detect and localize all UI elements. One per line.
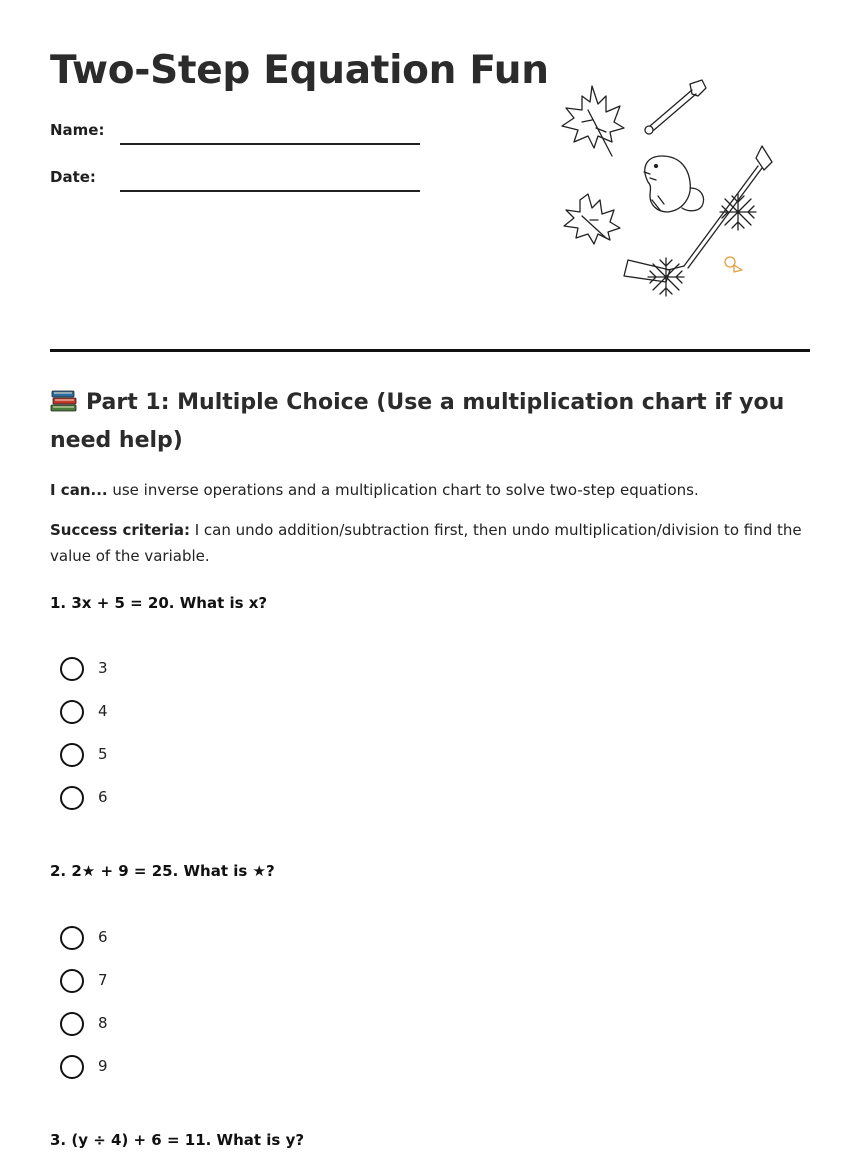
- radio-button[interactable]: [60, 743, 84, 767]
- name-label: Name:: [50, 121, 105, 139]
- success-text: I can undo addition/subtraction first, then undo multiplication/division to find the value of the variable.: [50, 521, 802, 565]
- option-label: 5: [98, 745, 108, 763]
- radio-button[interactable]: [60, 786, 84, 810]
- date-field[interactable]: [50, 162, 420, 192]
- answer-option[interactable]: [60, 1055, 360, 1098]
- option-label: 3: [98, 659, 108, 677]
- question-1-options: [60, 657, 360, 829]
- section-title-text: Part 1: Multiple Choice (Use a multiplication chart if you need help): [50, 390, 785, 453]
- snowflake-icon: [720, 194, 756, 230]
- name-field[interactable]: [50, 115, 420, 145]
- question-3: 3. (y ÷ 4) + 6 = 11. What is y?: [50, 1131, 305, 1149]
- answer-option[interactable]: [60, 700, 360, 743]
- radio-button[interactable]: [60, 1055, 84, 1079]
- ice-cream-icon: [725, 257, 742, 272]
- answer-option[interactable]: [60, 1012, 360, 1055]
- date-line[interactable]: [120, 190, 420, 192]
- option-label: 6: [98, 928, 108, 946]
- option-label: 9: [98, 1057, 108, 1075]
- option-label: 6: [98, 788, 108, 806]
- answer-option[interactable]: [60, 657, 360, 700]
- answer-option[interactable]: [60, 969, 360, 1012]
- hockey-stick-icon: [645, 80, 706, 134]
- maple-leaf-icon: [564, 194, 620, 244]
- radio-button[interactable]: [60, 969, 84, 993]
- i-can-statement: [50, 477, 810, 503]
- books-icon: [50, 387, 78, 413]
- question-1: 1. 3x + 5 = 20. What is x?: [50, 594, 268, 612]
- canada-clipart: [552, 70, 792, 310]
- option-label: 4: [98, 702, 108, 720]
- option-label: 7: [98, 971, 108, 989]
- snowflake-icon: [648, 258, 684, 296]
- success-label: Success criteria:: [50, 521, 190, 539]
- worksheet-title: Two-Step Equation Fun: [50, 48, 549, 93]
- i-can-text: use inverse operations and a multiplication chart to solve two-step equations.: [107, 481, 699, 499]
- answer-option[interactable]: [60, 926, 360, 969]
- beaver-icon: [644, 156, 704, 212]
- i-can-label: I can...: [50, 481, 108, 499]
- section-divider: [50, 349, 810, 352]
- question-2-options: [60, 926, 360, 1098]
- question-2: 2. 2★ + 9 = 25. What is ★?: [50, 862, 275, 880]
- name-line[interactable]: [120, 143, 420, 145]
- success-criteria: [50, 517, 810, 569]
- radio-button[interactable]: [60, 700, 84, 724]
- radio-button[interactable]: [60, 926, 84, 950]
- answer-option[interactable]: [60, 786, 360, 829]
- radio-button[interactable]: [60, 657, 84, 681]
- maple-leaf-icon: [562, 86, 624, 156]
- answer-option[interactable]: [60, 743, 360, 786]
- date-label: Date:: [50, 168, 96, 186]
- option-label: 8: [98, 1014, 108, 1032]
- radio-button[interactable]: [60, 1012, 84, 1036]
- section-heading: [50, 384, 810, 460]
